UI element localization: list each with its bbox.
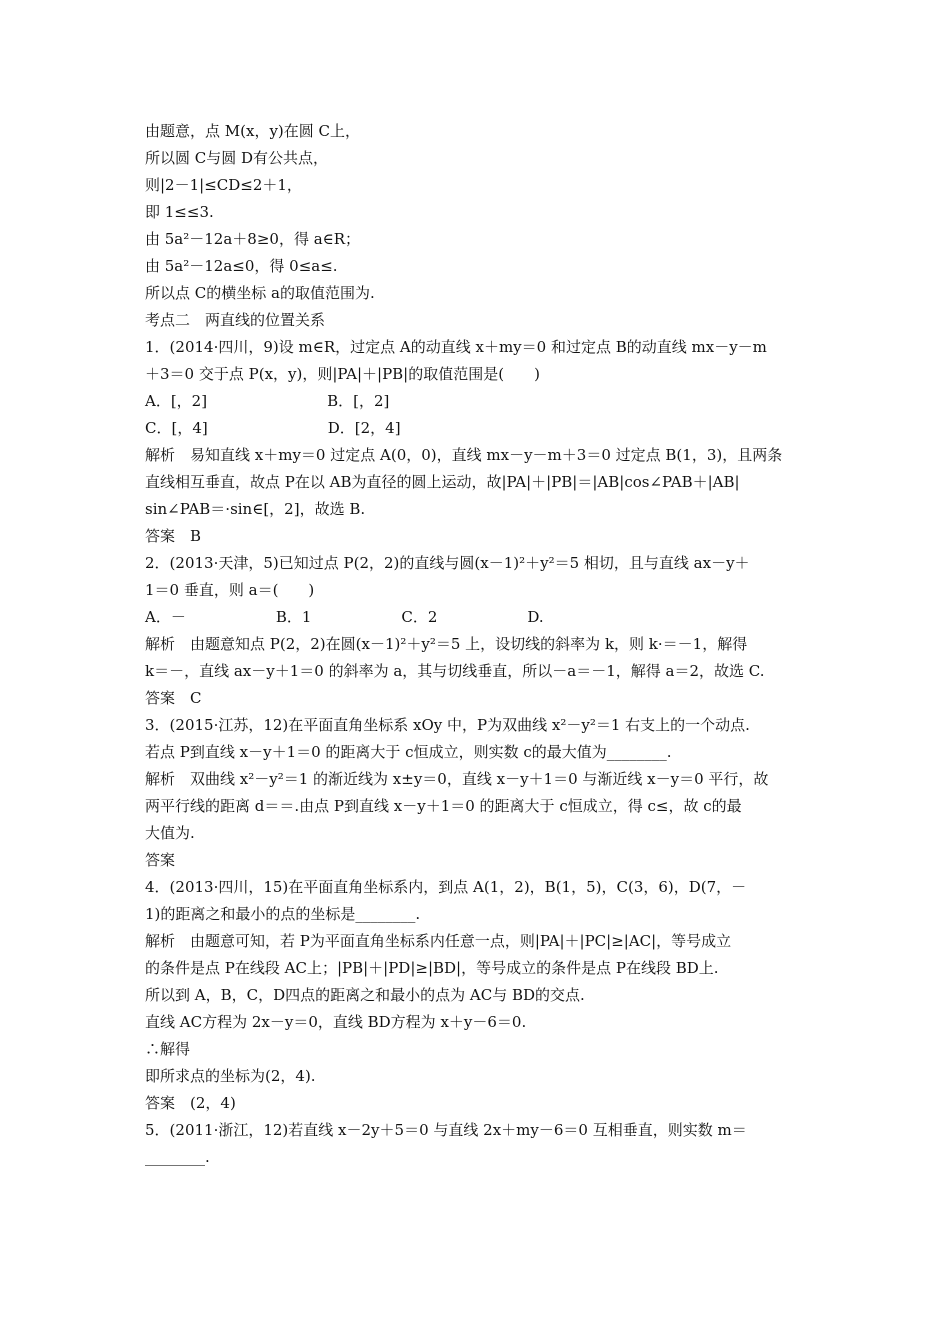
- analysis-line: 解析 双曲线 x²－y²＝1 的渐近线为 x±y＝0，直线 x－y＋1＝0 与渐近线 x－y＝0 平行，故: [145, 770, 769, 788]
- answer-line: 答案 (2，4): [145, 1094, 236, 1112]
- answer-line: 答案: [145, 851, 176, 869]
- text-line: 则|2－1|≤CD≤2＋1，: [145, 176, 302, 194]
- text-line: 即所求点的坐标为(2，4).: [145, 1067, 316, 1085]
- text-line: ＋3＝0 交于点 P(x，y)，则|PA|＋|PB|的取值范围是( ): [145, 365, 540, 383]
- text-line: 的条件是点 P在线段 AC上；|PB|＋|PD|≥|BD|，等号成立的条件是点 P在线段 BD上.: [145, 959, 719, 977]
- text-line: ________.: [145, 1148, 210, 1166]
- question-3: 3．(2015·江苏，12)在平面直角坐标系 xOy 中，P为双曲线 x²－y²＝1 右支上的一个动点.: [145, 716, 750, 734]
- options-line: A．－ B．1 C．2 D.: [145, 608, 544, 626]
- text-line: 由 5a²－12a＋8≥0，得 a∈R；: [145, 230, 361, 248]
- text-line: 1＝0 垂直，则 a＝( ): [145, 581, 315, 599]
- text-line: 直线相互垂直，故点 P在以 AB为直径的圆上运动，故|PA|＋|PB|＝|AB|cos∠PAB＋|AB|: [145, 473, 740, 491]
- text-line: 两平行线的距离 d＝＝.由点 P到直线 x－y＋1＝0 的距离大于 c恒成立，得 c≤，故 c的最: [145, 797, 742, 815]
- text-line: 1)的距离之和最小的点的坐标是________.: [145, 905, 421, 923]
- text-line: 所以到 A，B，C，D四点的距离之和最小的点为 AC与 BD的交点.: [145, 986, 585, 1004]
- text-line: 若点 P到直线 x－y＋1＝0 的距离大于 c恒成立，则实数 c的最大值为________.: [145, 743, 672, 761]
- analysis-line: 解析 易知直线 x＋my＝0 过定点 A(0，0)，直线 mx－y－m＋3＝0 过定点 B(1，3)，且两条: [145, 446, 783, 464]
- question-1: 1．(2014·四川，9)设 m∈R，过定点 A的动直线 x＋my＝0 和过定点 B的动直线 mx－y－m: [145, 338, 767, 356]
- text-line: 由题意，点 M(x，y)在圆 C上，: [145, 122, 361, 140]
- text-line: sin∠PAB＝·sin∈[，2]，故选 B.: [145, 500, 366, 518]
- answer-line: 答案 B: [145, 527, 202, 545]
- text-line: ∴解得: [145, 1040, 191, 1058]
- text-line: 即 1≤≤3.: [145, 203, 214, 221]
- section-heading: 考点二 两直线的位置关系: [145, 311, 326, 329]
- text-line: 直线 AC方程为 2x－y＝0，直线 BD方程为 x＋y－6＝0.: [145, 1013, 527, 1031]
- answer-line: 答案 C: [145, 689, 202, 707]
- analysis-line: 解析 由题意可知，若 P为平面直角坐标系内任意一点，则|PA|＋|PC|≥|AC|，等号成立: [145, 932, 732, 950]
- options-line: C．[，4] D．[2，4]: [145, 419, 401, 437]
- question-2: 2．(2013·天津，5)已知过点 P(2，2)的直线与圆(x－1)²＋y²＝5 相切，且与直线 ax－y＋: [145, 554, 750, 572]
- question-4: 4．(2013·四川，15)在平面直角坐标系内，到点 A(1，2)，B(1，5)，C(3，6)，D(7，－: [145, 878, 747, 896]
- options-line: A．[，2] B．[，2]: [145, 392, 390, 410]
- text-line: 所以点 C的横坐标 a的取值范围为.: [145, 284, 375, 302]
- text-line: 所以圆 C与圆 D有公共点，: [145, 149, 329, 167]
- text-line: k＝－，直线 ax－y＋1＝0 的斜率为 a，其与切线垂直，所以－a＝－1，解得 a＝2，故选 C.: [145, 662, 765, 680]
- text-line: 大值为.: [145, 824, 195, 842]
- question-5: 5．(2011·浙江，12)若直线 x－2y＋5＝0 与直线 2x＋my－6＝0 互相垂直，则实数 m＝: [145, 1121, 747, 1139]
- analysis-line: 解析 由题意知点 P(2，2)在圆(x－1)²＋y²＝5 上，设切线的斜率为 k，则 k·＝－1，解得: [145, 635, 748, 653]
- text-line: 由 5a²－12a≤0，得 0≤a≤.: [145, 257, 338, 275]
